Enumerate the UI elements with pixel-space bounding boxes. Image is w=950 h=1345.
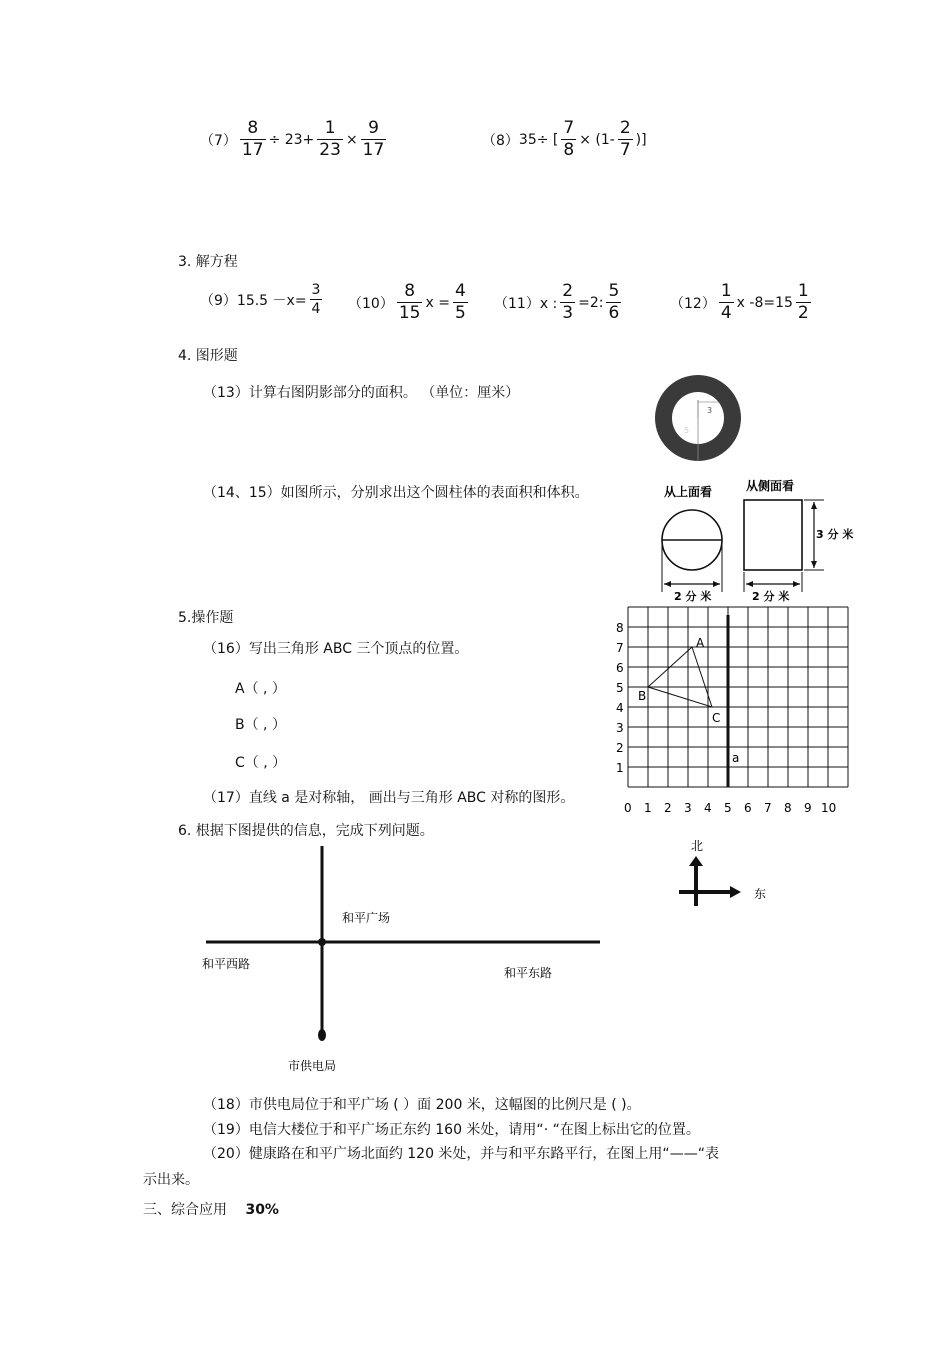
x-tick-label: 2	[664, 801, 672, 815]
plaza-point	[318, 938, 326, 946]
expression-suffix: )]	[635, 131, 647, 148]
numerator: 7	[563, 118, 575, 138]
y-tick-label: 1	[616, 761, 624, 775]
operator: x =	[425, 294, 450, 311]
x-tick-label: 8	[784, 801, 792, 815]
fraction	[240, 120, 266, 159]
section-5-title: 5.操作题	[178, 610, 234, 626]
question-16: （16）写出三角形 ABC 三个顶点的位置。	[203, 641, 469, 657]
x-tick-label: 3	[684, 801, 692, 815]
question-number: （11）x :	[494, 295, 558, 312]
bureau-label: 市供电局	[288, 1059, 337, 1073]
question-12	[670, 283, 814, 322]
question-20-line1: （20）健康路在和平广场北面约 120 米处，并与和平东路平行，在图上用“——“表	[203, 1146, 719, 1162]
question-13: （13）计算右图阴影部分的面积。 （单位：厘米）	[203, 385, 520, 401]
y-tick-label: 2	[616, 741, 624, 755]
denominator: 2	[797, 303, 809, 323]
denominator: 4	[720, 303, 732, 323]
section-final-title: 三、综合应用	[143, 1202, 227, 1218]
denominator: 15	[398, 303, 421, 323]
section-final-score: 30%	[245, 1202, 279, 1218]
y-tick-label: 5	[616, 681, 624, 695]
fraction	[618, 120, 633, 159]
side-view-rect	[744, 500, 802, 570]
fraction	[561, 120, 576, 159]
numerator: 8	[247, 118, 259, 138]
numerator: 1	[720, 281, 732, 301]
side-view-label: 从侧面看	[746, 479, 795, 493]
numerator: 4	[454, 281, 466, 301]
top-view-label: 从上面看	[664, 485, 713, 499]
outer-radius-label: 5	[684, 426, 690, 435]
denominator: 17	[241, 140, 264, 160]
x-tick-label: 0	[624, 801, 632, 815]
denominator: 7	[619, 140, 631, 160]
question-7	[200, 120, 389, 159]
numerator: 1	[324, 118, 336, 138]
question-17: （17）直线 a 是对称轴， 画出与三角形 ABC 对称的图形。	[203, 790, 575, 806]
operator: ÷ 23+	[268, 131, 315, 148]
expression-prefix: 35÷ [	[518, 131, 559, 148]
x-tick-label: 10	[821, 801, 837, 815]
y-tick-label: 6	[616, 661, 624, 675]
north-label: 北	[691, 839, 704, 853]
operator: =2:	[578, 294, 604, 311]
y-tick-label: 4	[616, 701, 624, 715]
cylinder-views	[648, 474, 858, 606]
question-11	[494, 283, 624, 322]
ring-figure	[650, 372, 746, 464]
plaza-label: 和平广场	[342, 911, 391, 925]
fraction	[397, 283, 423, 322]
answer-c: C（ , ）	[235, 755, 287, 771]
height-label: 3 分 米	[816, 528, 854, 541]
vertex-b-label: B	[638, 689, 647, 703]
fraction	[796, 283, 811, 322]
vertex-c-label: C	[712, 711, 721, 725]
inner-radius-label: 3	[707, 406, 713, 415]
question-20-line2: 示出来。	[143, 1172, 199, 1188]
east-road-label: 和平东路	[504, 966, 553, 980]
question-8	[482, 120, 647, 159]
east-label: 东	[754, 887, 767, 901]
section-final	[143, 1199, 279, 1219]
x-tick-label: 9	[804, 801, 812, 815]
x-tick-label: 6	[744, 801, 752, 815]
question-14-15: （14、15）如图所示，分别求出这个圆柱体的表面积和体积。	[203, 485, 589, 501]
question-9	[200, 283, 325, 316]
question-18: （18）市供电局位于和平广场 ( ）面 200 米，这幅图的比例尺是 ( )。	[203, 1097, 641, 1113]
numerator: 3	[311, 282, 321, 298]
equation-prefix: （9）15.5 －x=	[200, 292, 307, 309]
fraction	[317, 120, 343, 159]
question-10	[348, 283, 471, 322]
fraction	[719, 283, 734, 322]
y-tick-label: 8	[616, 621, 624, 635]
numerator: 8	[404, 281, 416, 301]
coordinate-grid	[612, 600, 852, 818]
x-tick-label: 1	[644, 801, 652, 815]
numerator: 5	[608, 281, 620, 301]
operator: ×	[345, 131, 358, 148]
grid-labels	[616, 621, 836, 815]
answer-a: A（ , ）	[235, 681, 286, 697]
operator: × (1-	[579, 131, 615, 148]
numerator: 2	[619, 118, 631, 138]
symmetry-axis-label: a	[732, 751, 740, 765]
numerator: 9	[368, 118, 379, 138]
denominator: 17	[362, 140, 385, 160]
y-tick-label: 3	[616, 721, 624, 735]
width-label: 2 分 米	[752, 590, 790, 603]
operator: x -8=15	[736, 294, 793, 311]
fraction	[310, 283, 323, 316]
section-3-title: 3. 解方程	[178, 254, 238, 270]
road-map	[198, 842, 608, 1082]
denominator: 8	[563, 140, 575, 160]
x-tick-label: 7	[764, 801, 772, 815]
question-number: （10）	[348, 295, 394, 312]
numerator: 2	[562, 281, 574, 301]
fraction	[560, 283, 575, 322]
width-label: 2 分 米	[674, 590, 712, 603]
answer-b: B（ , ）	[235, 717, 286, 733]
question-number: （7）	[200, 132, 237, 149]
fraction	[361, 120, 387, 159]
west-road-label: 和平西路	[202, 957, 251, 971]
section-4-title: 4. 图形题	[178, 348, 238, 364]
x-tick-label: 4	[704, 801, 712, 815]
question-number: （8）	[482, 132, 519, 149]
section-6-title: 6. 根据下图提供的信息，完成下列问题。	[178, 823, 434, 839]
denominator: 4	[311, 301, 321, 317]
north-arrowhead-icon	[689, 856, 703, 866]
x-tick-label: 5	[724, 801, 732, 815]
bureau-point	[318, 1029, 326, 1041]
denominator: 3	[562, 303, 574, 323]
question-19: （19）电信大楼位于和平广场正东约 160 米处，请用“· “在图上标出它的位置。	[203, 1122, 700, 1138]
triangle-abc	[648, 647, 712, 707]
denominator: 6	[608, 303, 620, 323]
denominator: 5	[454, 303, 466, 323]
question-number: （12）	[670, 295, 716, 312]
denominator: 23	[319, 140, 341, 160]
fraction	[606, 283, 621, 322]
vertex-a-label: A	[696, 636, 705, 650]
fraction	[453, 283, 468, 322]
east-arrowhead-icon	[730, 886, 741, 898]
y-tick-label: 7	[616, 641, 624, 655]
numerator: 1	[797, 281, 809, 301]
compass	[675, 838, 775, 910]
